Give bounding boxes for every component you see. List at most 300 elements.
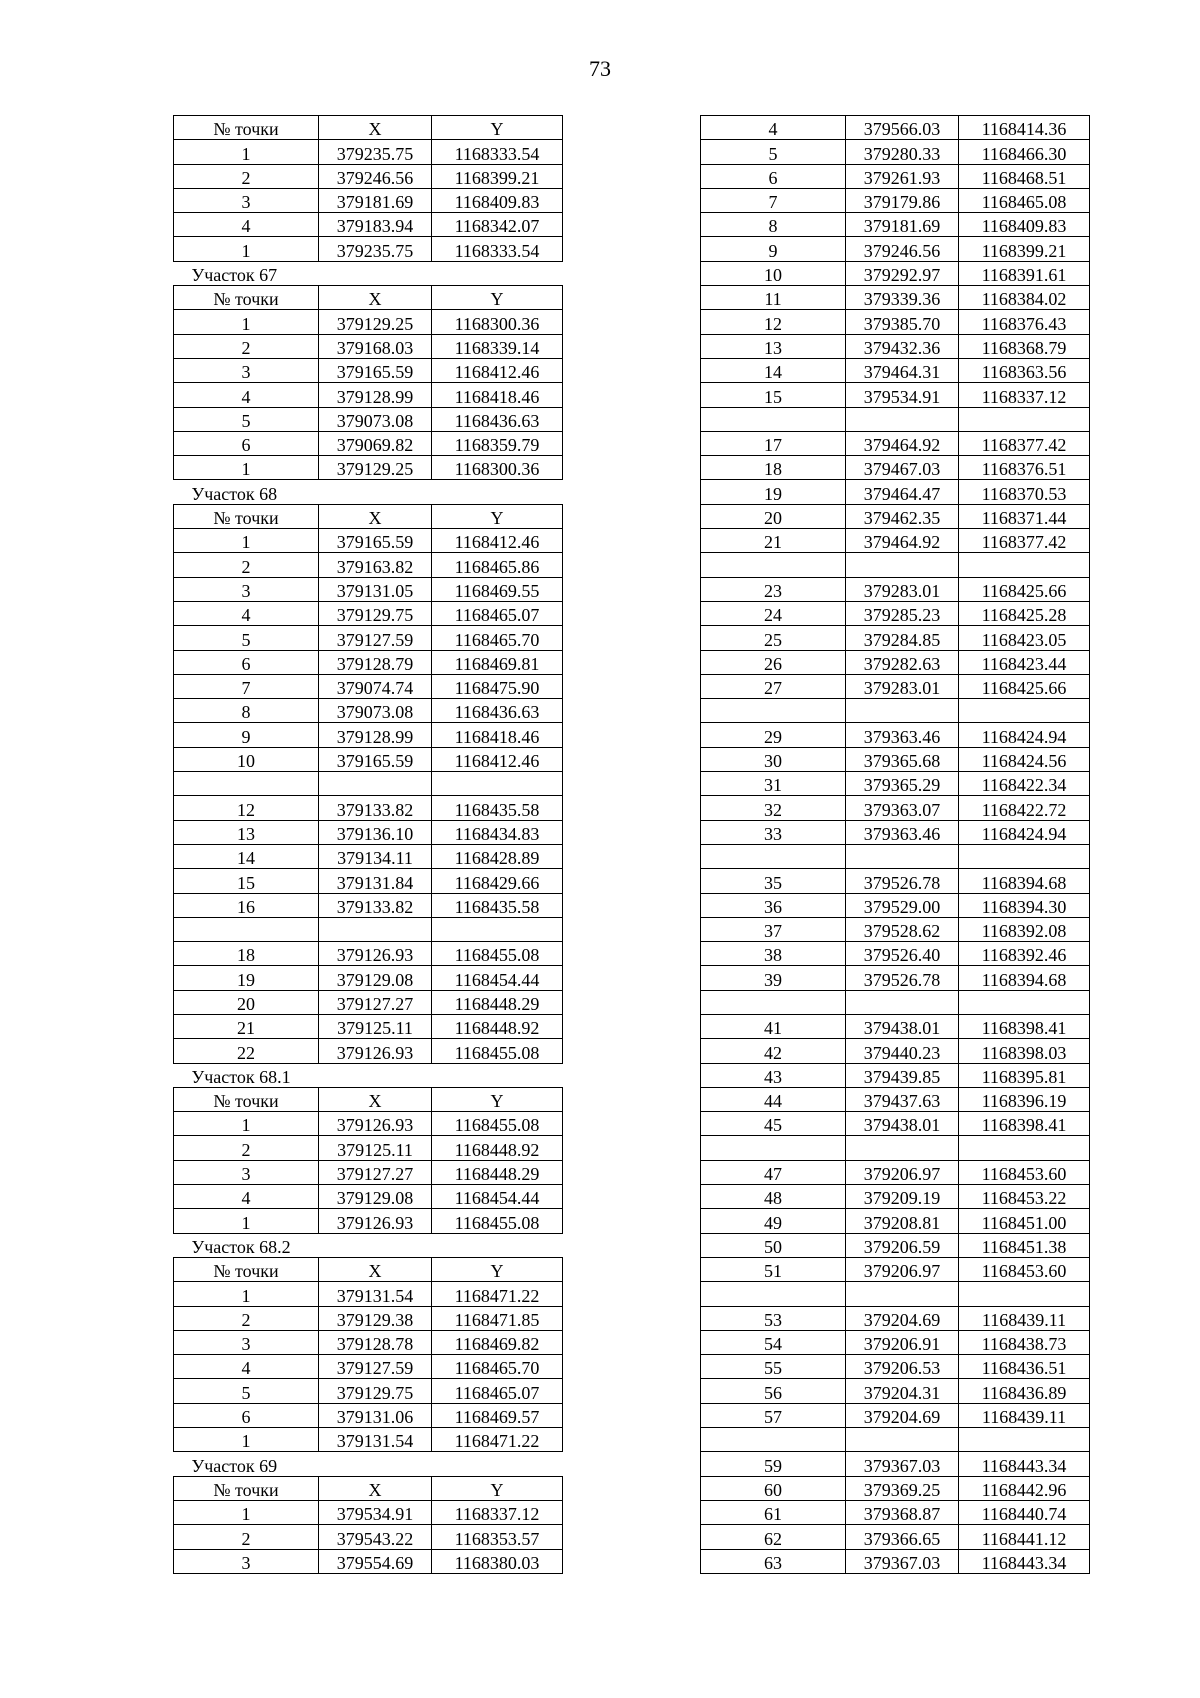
cell-x: 379183.94 xyxy=(319,213,432,237)
table-row xyxy=(701,1185,1090,1209)
cell-point-number: 6 xyxy=(174,650,319,674)
table-row xyxy=(701,1428,1090,1452)
cell-point-number: 43 xyxy=(701,1063,846,1087)
table-row xyxy=(701,480,1090,504)
cell-point-number: 25 xyxy=(701,626,846,650)
table-row xyxy=(701,917,1090,941)
cell-point-number: 23 xyxy=(701,577,846,601)
table-row xyxy=(174,723,563,747)
cell-point-number: 13 xyxy=(701,334,846,358)
cell-point-number: 11 xyxy=(701,286,846,310)
cell-y: 1168424.56 xyxy=(959,747,1090,771)
table-row xyxy=(174,1403,563,1427)
header-x: X xyxy=(319,116,432,140)
table-row xyxy=(174,844,563,868)
cell-x: 379206.97 xyxy=(846,1257,959,1281)
cell-point-number: 19 xyxy=(174,966,319,990)
cell-point-number: 12 xyxy=(701,310,846,334)
cell-y: 1168337.12 xyxy=(959,383,1090,407)
cell-x: 379128.79 xyxy=(319,650,432,674)
cell-point-number: 5 xyxy=(174,1379,319,1403)
table-row xyxy=(701,966,1090,990)
cell-y: 1168339.14 xyxy=(432,334,563,358)
cell-y: 1168392.46 xyxy=(959,942,1090,966)
cell-y: 1168394.68 xyxy=(959,966,1090,990)
table-row xyxy=(701,772,1090,796)
cell-x: 379128.78 xyxy=(319,1330,432,1354)
cell-point-number xyxy=(701,844,846,868)
cell-point-number: 30 xyxy=(701,747,846,771)
header-point-number: № точки xyxy=(174,1257,319,1281)
cell-y: 1168396.19 xyxy=(959,1087,1090,1111)
table-row xyxy=(701,1063,1090,1087)
cell-y: 1168465.86 xyxy=(432,553,563,577)
cell-point-number: 17 xyxy=(701,431,846,455)
cell-x: 379368.87 xyxy=(846,1500,959,1524)
cell-y: 1168442.96 xyxy=(959,1476,1090,1500)
cell-point-number xyxy=(701,699,846,723)
table-row xyxy=(701,1257,1090,1281)
cell-point-number: 44 xyxy=(701,1087,846,1111)
cell-x xyxy=(846,407,959,431)
cell-y: 1168359.79 xyxy=(432,431,563,455)
cell-y: 1168342.07 xyxy=(432,213,563,237)
cell-x: 379165.59 xyxy=(319,747,432,771)
empty-cell xyxy=(319,480,563,504)
cell-x: 379282.63 xyxy=(846,650,959,674)
cell-point-number: 19 xyxy=(701,480,846,504)
cell-x: 379134.11 xyxy=(319,844,432,868)
cell-point-number: 1 xyxy=(174,310,319,334)
cell-y: 1168423.05 xyxy=(959,626,1090,650)
coordinates-table-left xyxy=(173,115,563,1574)
cell-x: 379208.81 xyxy=(846,1209,959,1233)
table-row xyxy=(701,1452,1090,1476)
cell-x xyxy=(846,1136,959,1160)
table-row xyxy=(174,1282,563,1306)
table-row xyxy=(701,1209,1090,1233)
cell-point-number: 3 xyxy=(174,1549,319,1573)
cell-point-number: 10 xyxy=(174,747,319,771)
cell-y: 1168448.92 xyxy=(432,1136,563,1160)
cell-x: 379128.99 xyxy=(319,383,432,407)
table-row xyxy=(701,504,1090,528)
cell-y: 1168435.58 xyxy=(432,893,563,917)
cell-point-number: 12 xyxy=(174,796,319,820)
table-row xyxy=(701,529,1090,553)
table-row xyxy=(701,1525,1090,1549)
cell-x: 379385.70 xyxy=(846,310,959,334)
cell-x: 379126.93 xyxy=(319,1039,432,1063)
cell-x: 379283.01 xyxy=(846,674,959,698)
table-row xyxy=(701,747,1090,771)
plot-title-row xyxy=(174,1452,563,1476)
cell-y xyxy=(959,1282,1090,1306)
table-row xyxy=(174,1355,563,1379)
cell-x: 379133.82 xyxy=(319,893,432,917)
cell-x xyxy=(846,553,959,577)
cell-x: 379365.68 xyxy=(846,747,959,771)
cell-x: 379284.85 xyxy=(846,626,959,650)
cell-x: 379285.23 xyxy=(846,601,959,625)
table-header-row xyxy=(174,1476,563,1500)
table-row xyxy=(174,869,563,893)
table-header-row xyxy=(174,504,563,528)
cell-point-number: 1 xyxy=(174,237,319,261)
table-row xyxy=(701,674,1090,698)
cell-point-number: 5 xyxy=(701,140,846,164)
cell-x: 379543.22 xyxy=(319,1525,432,1549)
cell-x: 379566.03 xyxy=(846,116,959,140)
cell-y: 1168443.34 xyxy=(959,1549,1090,1573)
plot-title-row xyxy=(174,261,563,285)
cell-point-number: 8 xyxy=(701,213,846,237)
table-row xyxy=(701,796,1090,820)
cell-point-number: 36 xyxy=(701,893,846,917)
table-row xyxy=(174,310,563,334)
cell-x: 379131.54 xyxy=(319,1282,432,1306)
table-row xyxy=(701,261,1090,285)
cell-point-number: 4 xyxy=(174,383,319,407)
cell-x: 379129.75 xyxy=(319,1379,432,1403)
table-row xyxy=(174,674,563,698)
table-row xyxy=(174,1549,563,1573)
cell-y: 1168451.00 xyxy=(959,1209,1090,1233)
cell-y: 1168424.94 xyxy=(959,820,1090,844)
table-row xyxy=(174,1039,563,1063)
cell-x: 379204.31 xyxy=(846,1379,959,1403)
table-row xyxy=(701,334,1090,358)
cell-x: 379261.93 xyxy=(846,164,959,188)
table-header-row xyxy=(174,116,563,140)
table-row xyxy=(701,650,1090,674)
cell-y: 1168398.41 xyxy=(959,1112,1090,1136)
cell-y: 1168395.81 xyxy=(959,1063,1090,1087)
cell-x: 379464.92 xyxy=(846,529,959,553)
cell-y: 1168376.51 xyxy=(959,456,1090,480)
table-row xyxy=(701,310,1090,334)
cell-x: 379437.63 xyxy=(846,1087,959,1111)
table-row xyxy=(174,820,563,844)
table-row xyxy=(701,383,1090,407)
cell-point-number: 2 xyxy=(174,334,319,358)
table-row xyxy=(174,407,563,431)
cell-point-number xyxy=(701,407,846,431)
cell-x: 379126.93 xyxy=(319,1112,432,1136)
cell-x: 379126.93 xyxy=(319,1209,432,1233)
table-row xyxy=(174,1209,563,1233)
cell-point-number: 60 xyxy=(701,1476,846,1500)
table-row xyxy=(701,626,1090,650)
cell-x: 379467.03 xyxy=(846,456,959,480)
cell-point-number: 42 xyxy=(701,1039,846,1063)
cell-x: 379280.33 xyxy=(846,140,959,164)
cell-x: 379163.82 xyxy=(319,553,432,577)
header-x: X xyxy=(319,1087,432,1111)
cell-y: 1168448.29 xyxy=(432,990,563,1014)
table-row xyxy=(701,1379,1090,1403)
cell-x: 379129.38 xyxy=(319,1306,432,1330)
cell-point-number: 33 xyxy=(701,820,846,844)
cell-x: 379339.36 xyxy=(846,286,959,310)
cell-point-number: 9 xyxy=(174,723,319,747)
cell-point-number: 29 xyxy=(701,723,846,747)
cell-y: 1168333.54 xyxy=(432,140,563,164)
cell-y: 1168425.66 xyxy=(959,577,1090,601)
cell-x: 379363.46 xyxy=(846,820,959,844)
cell-y: 1168465.70 xyxy=(432,626,563,650)
cell-y: 1168377.42 xyxy=(959,431,1090,455)
cell-point-number xyxy=(701,1428,846,1452)
table-row xyxy=(701,1160,1090,1184)
cell-x: 379534.91 xyxy=(319,1500,432,1524)
table-row xyxy=(701,1476,1090,1500)
table-row xyxy=(701,869,1090,893)
cell-point-number: 62 xyxy=(701,1525,846,1549)
plot-title: Участок 68.2 xyxy=(191,1236,291,1257)
cell-point-number: 2 xyxy=(174,553,319,577)
cell-x: 379366.65 xyxy=(846,1525,959,1549)
cell-x: 379131.05 xyxy=(319,577,432,601)
table-row xyxy=(701,893,1090,917)
table-row xyxy=(701,844,1090,868)
table-row xyxy=(701,1549,1090,1573)
table-row xyxy=(174,553,563,577)
coordinates-table-right xyxy=(700,115,1090,1574)
cell-x: 379235.75 xyxy=(319,140,432,164)
cell-y: 1168418.46 xyxy=(432,723,563,747)
cell-x: 379206.53 xyxy=(846,1355,959,1379)
cell-y: 1168471.22 xyxy=(432,1282,563,1306)
cell-point-number: 15 xyxy=(701,383,846,407)
table-row xyxy=(174,650,563,674)
cell-x: 379136.10 xyxy=(319,820,432,844)
table-row xyxy=(701,1330,1090,1354)
cell-y: 1168454.44 xyxy=(432,966,563,990)
table-row xyxy=(701,407,1090,431)
cell-x: 379165.59 xyxy=(319,358,432,382)
cell-point-number: 24 xyxy=(701,601,846,625)
cell-x: 379554.69 xyxy=(319,1549,432,1573)
cell-point-number: 27 xyxy=(701,674,846,698)
header-x: X xyxy=(319,1257,432,1281)
cell-x: 379292.97 xyxy=(846,261,959,285)
table-row xyxy=(174,577,563,601)
table-row xyxy=(174,893,563,917)
cell-x: 379129.25 xyxy=(319,310,432,334)
cell-point-number: 50 xyxy=(701,1233,846,1257)
cell-y: 1168370.53 xyxy=(959,480,1090,504)
table-row xyxy=(701,431,1090,455)
cell-y: 1168435.58 xyxy=(432,796,563,820)
table-row xyxy=(174,626,563,650)
table-row xyxy=(701,1403,1090,1427)
cell-point-number: 3 xyxy=(174,1330,319,1354)
cell-x: 379125.11 xyxy=(319,1014,432,1038)
table-row xyxy=(701,140,1090,164)
cell-y: 1168368.79 xyxy=(959,334,1090,358)
cell-x xyxy=(846,844,959,868)
cell-y: 1168454.44 xyxy=(432,1185,563,1209)
cell-x: 379069.82 xyxy=(319,431,432,455)
cell-x: 379369.25 xyxy=(846,1476,959,1500)
table-row xyxy=(174,966,563,990)
header-y: Y xyxy=(432,286,563,310)
cell-y: 1168409.83 xyxy=(959,213,1090,237)
cell-y: 1168363.56 xyxy=(959,358,1090,382)
cell-point-number xyxy=(701,1136,846,1160)
cell-point-number xyxy=(174,917,319,941)
plot-title-row xyxy=(174,1063,563,1087)
plot-title-row xyxy=(174,1233,563,1257)
table-row xyxy=(701,1136,1090,1160)
table-row xyxy=(701,237,1090,261)
cell-point-number: 18 xyxy=(174,942,319,966)
cell-point-number: 61 xyxy=(701,1500,846,1524)
cell-x: 379283.01 xyxy=(846,577,959,601)
empty-cell xyxy=(319,261,563,285)
cell-x: 379528.62 xyxy=(846,917,959,941)
cell-y xyxy=(959,699,1090,723)
cell-y xyxy=(959,1428,1090,1452)
cell-y: 1168455.08 xyxy=(432,1039,563,1063)
table-row xyxy=(701,699,1090,723)
cell-y: 1168412.46 xyxy=(432,529,563,553)
plot-title-row xyxy=(174,480,563,504)
cell-y: 1168380.03 xyxy=(432,1549,563,1573)
cell-y: 1168333.54 xyxy=(432,237,563,261)
table-row xyxy=(701,1500,1090,1524)
table-row xyxy=(701,1112,1090,1136)
cell-y xyxy=(959,407,1090,431)
header-point-number: № точки xyxy=(174,286,319,310)
cell-x: 379074.74 xyxy=(319,674,432,698)
table-row xyxy=(701,358,1090,382)
table-row xyxy=(174,1160,563,1184)
cell-point-number xyxy=(701,990,846,1014)
cell-x: 379129.25 xyxy=(319,456,432,480)
cell-y: 1168439.11 xyxy=(959,1403,1090,1427)
table-row xyxy=(701,1233,1090,1257)
table-row xyxy=(174,699,563,723)
cell-point-number: 7 xyxy=(701,188,846,212)
header-y: Y xyxy=(432,504,563,528)
cell-x: 379534.91 xyxy=(846,383,959,407)
cell-point-number: 1 xyxy=(174,529,319,553)
cell-y: 1168399.21 xyxy=(432,164,563,188)
cell-y: 1168451.38 xyxy=(959,1233,1090,1257)
cell-point-number xyxy=(701,1282,846,1306)
cell-x: 379363.07 xyxy=(846,796,959,820)
cell-x xyxy=(846,1428,959,1452)
table-row xyxy=(701,601,1090,625)
cell-x: 379204.69 xyxy=(846,1403,959,1427)
header-y: Y xyxy=(432,116,563,140)
cell-point-number: 22 xyxy=(174,1039,319,1063)
cell-point-number: 4 xyxy=(174,601,319,625)
empty-cell xyxy=(319,1233,563,1257)
cell-point-number: 16 xyxy=(174,893,319,917)
cell-x: 379439.85 xyxy=(846,1063,959,1087)
cell-x: 379128.99 xyxy=(319,723,432,747)
table-row xyxy=(701,577,1090,601)
cell-point-number: 39 xyxy=(701,966,846,990)
cell-point-number: 21 xyxy=(174,1014,319,1038)
cell-point-number: 21 xyxy=(701,529,846,553)
cell-y: 1168425.28 xyxy=(959,601,1090,625)
table-row xyxy=(701,1355,1090,1379)
table-row xyxy=(174,431,563,455)
cell-y: 1168394.68 xyxy=(959,869,1090,893)
cell-y: 1168436.51 xyxy=(959,1355,1090,1379)
empty-cell xyxy=(319,1063,563,1087)
cell-point-number: 4 xyxy=(174,213,319,237)
table-row xyxy=(174,164,563,188)
cell-y: 1168398.03 xyxy=(959,1039,1090,1063)
cell-y: 1168412.46 xyxy=(432,358,563,382)
table-row xyxy=(701,1282,1090,1306)
cell-x: 379529.00 xyxy=(846,893,959,917)
cell-point-number: 59 xyxy=(701,1452,846,1476)
cell-y: 1168371.44 xyxy=(959,504,1090,528)
cell-x: 379073.08 xyxy=(319,407,432,431)
plot-title: Участок 68.1 xyxy=(191,1066,291,1087)
cell-point-number: 38 xyxy=(701,942,846,966)
cell-x: 379365.29 xyxy=(846,772,959,796)
cell-y: 1168469.55 xyxy=(432,577,563,601)
cell-point-number: 26 xyxy=(701,650,846,674)
cell-point-number: 20 xyxy=(174,990,319,1014)
table-row xyxy=(174,942,563,966)
cell-y: 1168436.89 xyxy=(959,1379,1090,1403)
cell-y: 1168422.72 xyxy=(959,796,1090,820)
cell-y: 1168440.74 xyxy=(959,1500,1090,1524)
header-x: X xyxy=(319,504,432,528)
cell-point-number: 2 xyxy=(174,164,319,188)
cell-point-number: 4 xyxy=(174,1185,319,1209)
cell-y: 1168471.22 xyxy=(432,1428,563,1452)
cell-x: 379127.27 xyxy=(319,1160,432,1184)
cell-y: 1168394.30 xyxy=(959,893,1090,917)
table-row xyxy=(174,1306,563,1330)
cell-point-number: 5 xyxy=(174,407,319,431)
cell-x: 379246.56 xyxy=(319,164,432,188)
table-row xyxy=(174,529,563,553)
cell-x: 379127.59 xyxy=(319,626,432,650)
cell-y: 1168384.02 xyxy=(959,286,1090,310)
cell-y: 1168398.41 xyxy=(959,1014,1090,1038)
cell-y: 1168455.08 xyxy=(432,1112,563,1136)
cell-point-number: 20 xyxy=(701,504,846,528)
cell-point-number: 55 xyxy=(701,1355,846,1379)
table-row xyxy=(174,237,563,261)
cell-point-number: 10 xyxy=(701,261,846,285)
table-row xyxy=(174,990,563,1014)
table-row xyxy=(174,358,563,382)
table-row xyxy=(174,456,563,480)
cell-y: 1168391.61 xyxy=(959,261,1090,285)
plot-title: Участок 68 xyxy=(191,483,278,504)
cell-x: 379526.78 xyxy=(846,966,959,990)
table-header-row xyxy=(174,1087,563,1111)
cell-x: 379131.84 xyxy=(319,869,432,893)
cell-point-number: 14 xyxy=(701,358,846,382)
cell-point-number: 1 xyxy=(174,1428,319,1452)
table-row xyxy=(174,747,563,771)
cell-x: 379235.75 xyxy=(319,237,432,261)
cell-y: 1168465.08 xyxy=(959,188,1090,212)
plot-title: Участок 69 xyxy=(191,1455,278,1476)
